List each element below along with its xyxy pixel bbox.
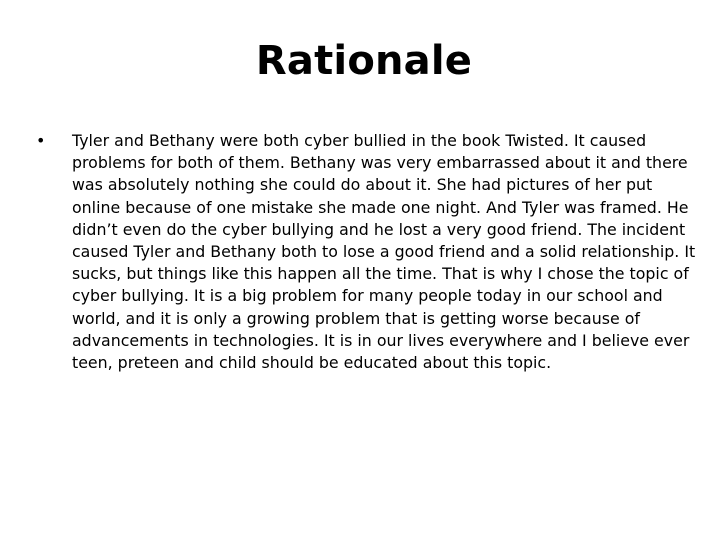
bullet-dot-icon: • <box>36 131 46 150</box>
bullet-item <box>36 130 696 374</box>
bullet-list <box>36 130 696 374</box>
slide-title: Rationale <box>255 38 473 84</box>
bullet-text: Tyler and Bethany were both cyber bullied in the book Twisted. It caused problems for both of them. Bethany was very embarrassed about it and there was absolutely nothing she could do about it. She had pictures of her put online because of one mistake she made one night. And Tyler was framed. He didn’t even do the cyber bullying and he lost a very good friend. The incident caused Tyler and Bethany both to lose a good friend and a solid relationship. It sucks, but things like this happen all the time. That is why I chose the topic of cyber bullying. It is a big problem for many people today in our school and world, and it is only a growing problem that is getting worse because of advancements in technologies. It is in our lives everywhere and I believe ever teen, preteen and child should be educated about this topic. <box>72 131 696 373</box>
